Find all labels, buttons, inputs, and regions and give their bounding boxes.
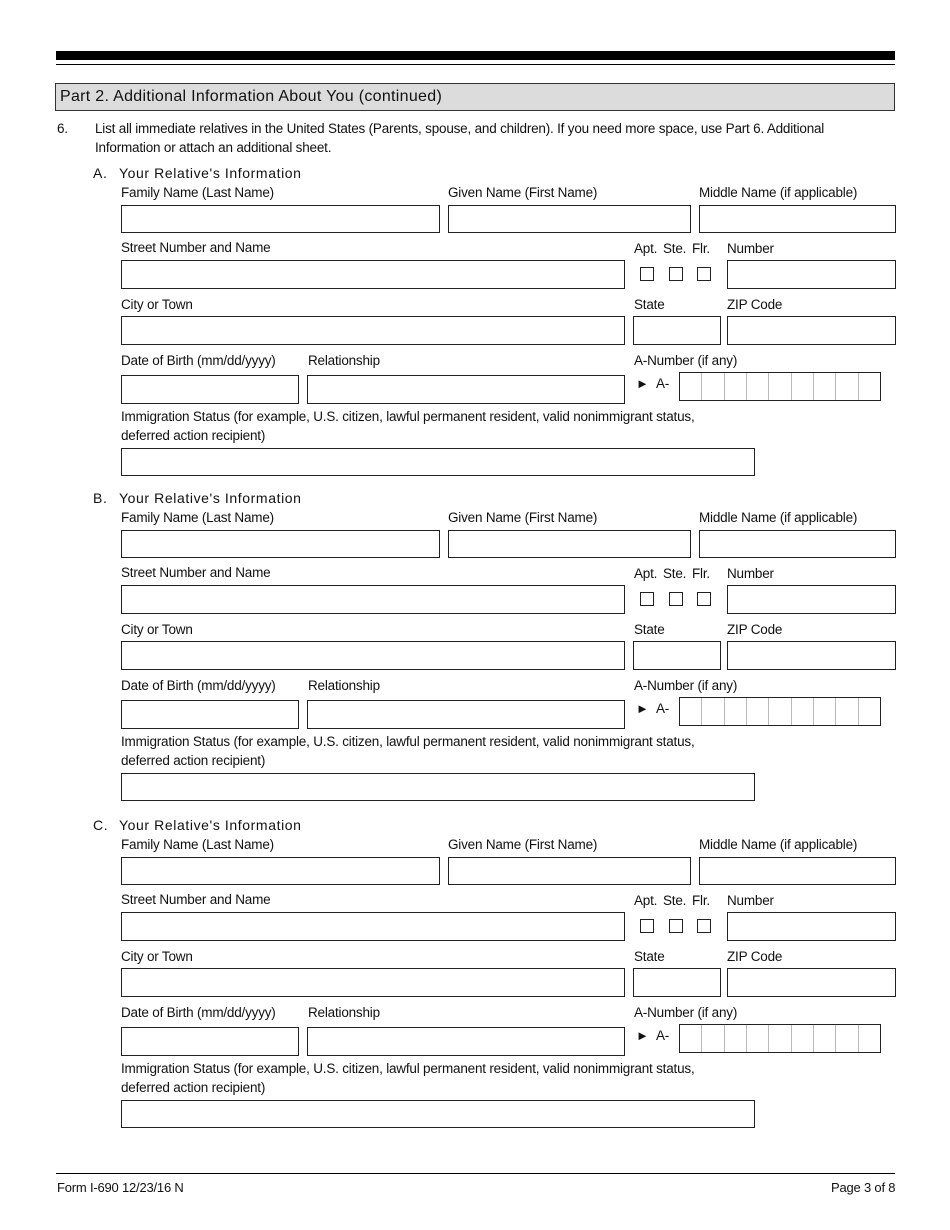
relative-b-given-name-label: Given Name (First Name) <box>448 510 598 525</box>
relative-a-family-name-input[interactable] <box>121 205 440 233</box>
anumber-digit-cell[interactable] <box>725 373 747 400</box>
relative-b-number-label: Number <box>727 566 774 581</box>
relative-c-street-input[interactable] <box>121 912 625 941</box>
relative-c-apt-checkbox[interactable] <box>640 919 654 933</box>
relative-b-immigration-label-line1: Immigration Status (for example, U.S. citizen, lawful permanent resident, valid nonimmigrant status, <box>121 734 695 749</box>
relative-a-letter: A. <box>93 165 108 181</box>
anumber-digit-cell[interactable] <box>859 698 880 725</box>
relative-c-number-input[interactable] <box>727 912 896 941</box>
relative-b-street-label: Street Number and Name <box>121 565 271 580</box>
relative-b-given-name-input[interactable] <box>448 530 691 558</box>
relative-c-number-label: Number <box>727 893 774 908</box>
anumber-digit-cell[interactable] <box>836 373 858 400</box>
relative-c-city-input[interactable] <box>121 968 625 997</box>
relative-b-immigration-label-line2: deferred action recipient) <box>121 753 266 768</box>
relative-b-middle-name-label: Middle Name (if applicable) <box>699 510 858 525</box>
relative-b-apt-label: Apt. <box>634 566 658 581</box>
relative-a-heading <box>93 165 302 181</box>
footer-rule <box>56 1173 895 1174</box>
relative-c-given-name-label: Given Name (First Name) <box>448 837 598 852</box>
relative-b-anumber-prefix: A- <box>656 701 670 716</box>
relative-c-apt-label: Apt. <box>634 893 658 908</box>
relative-c-heading <box>93 817 302 833</box>
relative-c-title: Your Relative's Information <box>119 817 302 833</box>
relative-a-city-input[interactable] <box>121 316 625 345</box>
relative-a-arrow-icon: ► <box>636 376 649 391</box>
relative-c-ste-label: Ste. <box>663 893 687 908</box>
part-title: Part 2. Additional Information About You (continued) <box>60 88 443 105</box>
relative-c-state-select[interactable] <box>633 968 721 997</box>
relative-c-zip-input[interactable] <box>727 968 896 997</box>
anumber-digit-cell[interactable] <box>792 698 814 725</box>
anumber-digit-cell[interactable] <box>814 698 836 725</box>
anumber-digit-cell[interactable] <box>859 373 880 400</box>
relative-b-state-label: State <box>634 622 665 637</box>
relative-c-relationship-input[interactable] <box>307 1027 625 1056</box>
relative-b-anumber-input[interactable] <box>679 697 881 726</box>
relative-b-dob-input[interactable] <box>121 700 299 729</box>
relative-a-middle-name-input[interactable] <box>699 205 896 233</box>
question-text-line2: Information or attach an additional sheet. <box>95 140 332 155</box>
relative-b-title: Your Relative's Information <box>119 490 302 506</box>
relative-b-state-select[interactable] <box>633 641 721 670</box>
anumber-digit-cell[interactable] <box>702 1025 724 1052</box>
relative-a-anumber-label: A-Number (if any) <box>634 353 738 368</box>
anumber-digit-cell[interactable] <box>702 373 724 400</box>
anumber-digit-cell[interactable] <box>725 698 747 725</box>
relative-a-immigration-status-input[interactable] <box>121 448 755 476</box>
anumber-digit-cell[interactable] <box>859 1025 880 1052</box>
anumber-digit-cell[interactable] <box>814 1025 836 1052</box>
anumber-digit-cell[interactable] <box>747 698 769 725</box>
relative-b-dob-label: Date of Birth (mm/dd/yyyy) <box>121 678 276 693</box>
relative-a-relationship-label: Relationship <box>308 353 380 368</box>
relative-a-ste-label: Ste. <box>663 241 687 256</box>
relative-a-zip-label: ZIP Code <box>727 297 783 312</box>
relative-c-ste-checkbox[interactable] <box>669 919 683 933</box>
relative-a-apt-checkbox[interactable] <box>640 267 654 281</box>
relative-a-anumber-input[interactable] <box>679 372 881 401</box>
relative-a-flr-checkbox[interactable] <box>697 267 711 281</box>
relative-b-city-label: City or Town <box>121 622 193 637</box>
anumber-digit-cell[interactable] <box>680 373 702 400</box>
relative-c-family-name-input[interactable] <box>121 857 440 885</box>
relative-b-flr-checkbox[interactable] <box>697 592 711 606</box>
relative-b-flr-label: Flr. <box>692 566 710 581</box>
anumber-digit-cell[interactable] <box>792 1025 814 1052</box>
relative-b-zip-label: ZIP Code <box>727 622 783 637</box>
relative-a-state-select[interactable] <box>633 316 721 345</box>
relative-c-zip-label: ZIP Code <box>727 949 783 964</box>
relative-c-immigration-label-line1: Immigration Status (for example, U.S. citizen, lawful permanent resident, valid nonimmigrant status, <box>121 1061 695 1076</box>
relative-b-anumber-label: A-Number (if any) <box>634 678 738 693</box>
relative-c-state-label: State <box>634 949 665 964</box>
relative-a-middle-name-label: Middle Name (if applicable) <box>699 185 858 200</box>
relative-c-street-label: Street Number and Name <box>121 892 271 907</box>
relative-b-number-input[interactable] <box>727 585 896 614</box>
relative-c-letter: C. <box>93 817 109 833</box>
relative-a-given-name-input[interactable] <box>448 205 691 233</box>
relative-c-relationship-label: Relationship <box>308 1005 380 1020</box>
relative-b-letter: B. <box>93 490 108 506</box>
relative-c-anumber-prefix: A- <box>656 1028 670 1043</box>
anumber-digit-cell[interactable] <box>769 373 791 400</box>
relative-b-arrow-icon: ► <box>636 701 649 716</box>
relative-a-zip-input[interactable] <box>727 316 896 345</box>
question-text-line1: List all immediate relatives in the United States (Parents, spouse, and children). If you need more space, use Part 6. Additional <box>95 121 825 136</box>
anumber-digit-cell[interactable] <box>680 698 702 725</box>
part-header <box>55 83 895 111</box>
relative-b-street-input[interactable] <box>121 585 625 614</box>
relative-c-flr-label: Flr. <box>692 893 710 908</box>
anumber-digit-cell[interactable] <box>680 1025 702 1052</box>
relative-c-immigration-label-line2: deferred action recipient) <box>121 1080 266 1095</box>
top-thin-rule <box>56 64 895 65</box>
anumber-digit-cell[interactable] <box>836 698 858 725</box>
relative-a-family-name-label: Family Name (Last Name) <box>121 185 274 200</box>
question-number: 6. <box>57 121 68 136</box>
relative-b-heading <box>93 490 302 506</box>
relative-a-state-label: State <box>634 297 665 312</box>
anumber-digit-cell[interactable] <box>702 698 724 725</box>
relative-b-ste-checkbox[interactable] <box>669 592 683 606</box>
anumber-digit-cell[interactable] <box>769 1025 791 1052</box>
anumber-digit-cell[interactable] <box>836 1025 858 1052</box>
relative-c-flr-checkbox[interactable] <box>697 919 711 933</box>
anumber-digit-cell[interactable] <box>814 373 836 400</box>
relative-b-ste-label: Ste. <box>663 566 687 581</box>
relative-c-city-label: City or Town <box>121 949 193 964</box>
relative-c-given-name-input[interactable] <box>448 857 691 885</box>
relative-c-family-name-label: Family Name (Last Name) <box>121 837 274 852</box>
relative-a-ste-checkbox[interactable] <box>669 267 683 281</box>
relative-a-number-label: Number <box>727 241 774 256</box>
relative-a-apt-label: Apt. <box>634 241 658 256</box>
relative-a-immigration-label-line1: Immigration Status (for example, U.S. citizen, lawful permanent resident, valid nonimmigrant status, <box>121 409 695 424</box>
relative-c-dob-input[interactable] <box>121 1027 299 1056</box>
relative-a-street-label: Street Number and Name <box>121 240 271 255</box>
relative-a-dob-input[interactable] <box>121 375 299 404</box>
relative-a-given-name-label: Given Name (First Name) <box>448 185 598 200</box>
relative-c-middle-name-label: Middle Name (if applicable) <box>699 837 858 852</box>
relative-a-dob-label: Date of Birth (mm/dd/yyyy) <box>121 353 276 368</box>
relative-b-city-input[interactable] <box>121 641 625 670</box>
anumber-digit-cell[interactable] <box>747 1025 769 1052</box>
top-thick-rule <box>56 51 895 60</box>
anumber-digit-cell[interactable] <box>747 373 769 400</box>
anumber-digit-cell[interactable] <box>792 373 814 400</box>
relative-a-city-label: City or Town <box>121 297 193 312</box>
relative-a-immigration-label-line2: deferred action recipient) <box>121 428 266 443</box>
relative-b-middle-name-input[interactable] <box>699 530 896 558</box>
relative-c-anumber-input[interactable] <box>679 1024 881 1053</box>
relative-a-street-input[interactable] <box>121 260 625 289</box>
anumber-digit-cell[interactable] <box>769 698 791 725</box>
footer-page-number: Page 3 of 8 <box>831 1180 896 1195</box>
relative-c-immigration-status-input[interactable] <box>121 1100 755 1128</box>
footer-form-id: Form I-690 12/23/16 N <box>57 1180 184 1195</box>
relative-a-title: Your Relative's Information <box>119 165 302 181</box>
relative-b-zip-input[interactable] <box>727 641 896 670</box>
relative-a-anumber-prefix: A- <box>656 376 670 391</box>
relative-a-relationship-input[interactable] <box>307 375 625 404</box>
relative-c-dob-label: Date of Birth (mm/dd/yyyy) <box>121 1005 276 1020</box>
anumber-digit-cell[interactable] <box>725 1025 747 1052</box>
relative-c-arrow-icon: ► <box>636 1028 649 1043</box>
relative-b-immigration-status-input[interactable] <box>121 773 755 801</box>
relative-a-number-input[interactable] <box>727 260 896 289</box>
relative-b-relationship-label: Relationship <box>308 678 380 693</box>
relative-b-relationship-input[interactable] <box>307 700 625 729</box>
relative-c-middle-name-input[interactable] <box>699 857 896 885</box>
relative-b-family-name-input[interactable] <box>121 530 440 558</box>
relative-a-flr-label: Flr. <box>692 241 710 256</box>
relative-b-family-name-label: Family Name (Last Name) <box>121 510 274 525</box>
relative-b-apt-checkbox[interactable] <box>640 592 654 606</box>
relative-c-anumber-label: A-Number (if any) <box>634 1005 738 1020</box>
